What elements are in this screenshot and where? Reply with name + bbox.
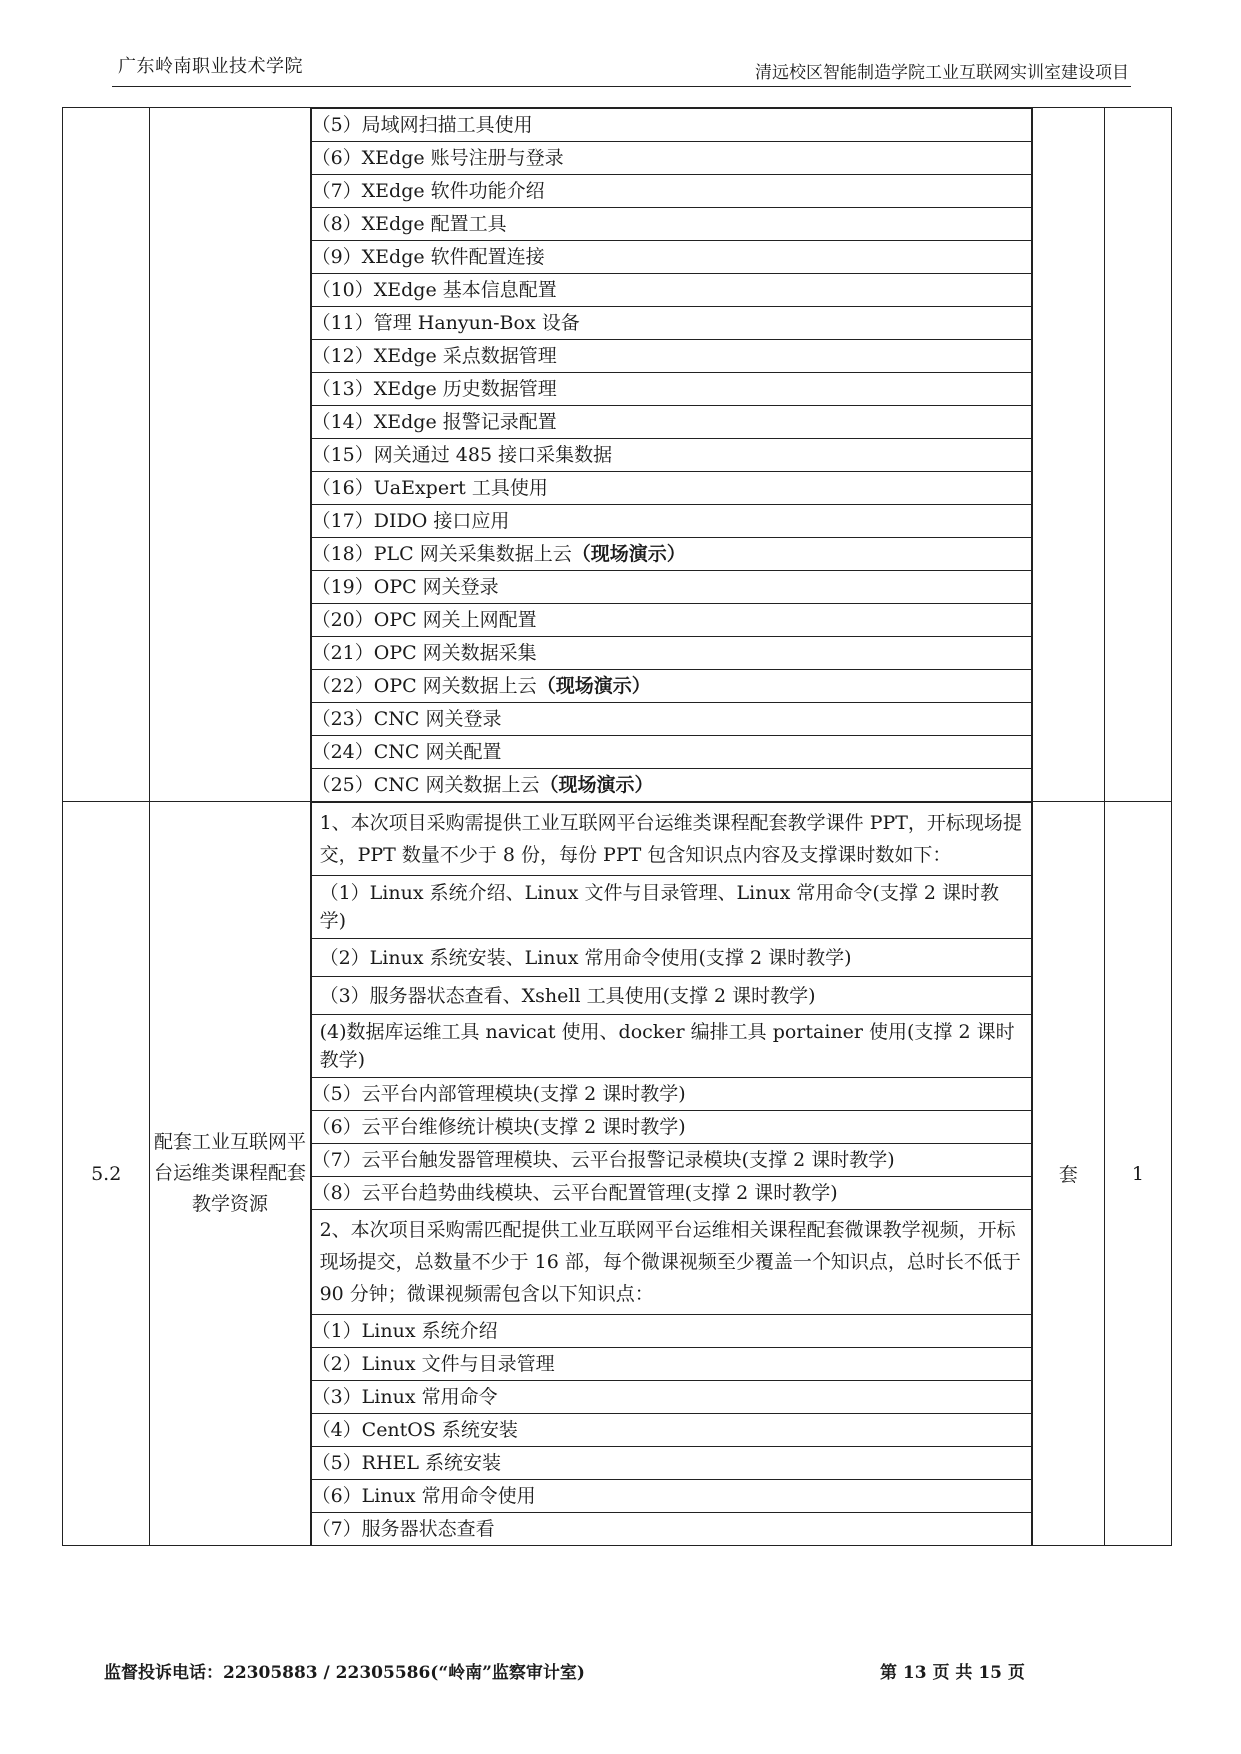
list-item: （19）OPC 网关登录	[311, 571, 1032, 604]
list-item: （11）管理 Hanyun-Box 设备	[311, 307, 1032, 340]
list-item: （6）云平台维修统计模块(支撑 2 课时教学)	[311, 1111, 1032, 1144]
item-content-cell	[310, 802, 1033, 1546]
list-item: （24）CNC 网关配置	[311, 736, 1032, 769]
list-item-text: （25）CNC 网关数据上云	[311, 774, 540, 796]
quantity-cell	[1104, 108, 1171, 802]
demo-highlight: （现场演示）	[539, 774, 654, 796]
list-item: （14）XEdge 报警记录配置	[311, 406, 1032, 439]
list-item: （16）UaExpert 工具使用	[311, 472, 1032, 505]
list-item	[311, 769, 1032, 802]
item-number-cell	[63, 108, 150, 802]
table-row-continued	[63, 108, 1172, 802]
item-name-cell	[150, 108, 310, 802]
list-item: （8）XEdge 配置工具	[311, 208, 1032, 241]
list-item-text: （18）PLC 网关采集数据上云	[311, 543, 572, 565]
table-row-5-2	[63, 802, 1172, 1546]
list-item: （12）XEdge 采点数据管理	[311, 340, 1032, 373]
list-item: （1）Linux 系统介绍	[311, 1315, 1032, 1348]
list-item: （7）XEdge 软件功能介绍	[311, 175, 1032, 208]
list-item: （7）服务器状态查看	[311, 1513, 1032, 1546]
demo-highlight: （现场演示）	[571, 543, 686, 565]
course-list	[311, 108, 1033, 801]
list-item: （6）Linux 常用命令使用	[311, 1480, 1032, 1513]
list-item: （20）OPC 网关上网配置	[311, 604, 1032, 637]
list-item	[311, 538, 1032, 571]
demo-highlight: （现场演示）	[536, 675, 651, 697]
list-item: （4）CentOS 系统安装	[311, 1414, 1032, 1447]
list-item: （15）网关通过 485 接口采集数据	[311, 439, 1032, 472]
requirement-list	[311, 802, 1033, 1545]
list-item: （3）Linux 常用命令	[311, 1381, 1032, 1414]
list-item: （7）云平台触发器管理模块、云平台报警记录模块(支撑 2 课时教学)	[311, 1144, 1032, 1177]
list-item: （2）Linux 文件与目录管理	[311, 1348, 1032, 1381]
item-content-cell	[310, 108, 1033, 802]
list-item: （6）XEdge 账号注册与登录	[311, 142, 1032, 175]
item-unit: 套	[1033, 802, 1105, 1546]
item-name: 配套工业互联网平台运维类课程配套教学资源	[150, 802, 310, 1546]
procurement-table	[62, 107, 1172, 1546]
list-item: （3）服务器状态查看、Xshell 工具使用(支撑 2 课时教学)	[311, 977, 1032, 1015]
list-item: （8）云平台趋势曲线模块、云平台配置管理(支撑 2 课时教学)	[311, 1177, 1032, 1210]
header-divider	[112, 86, 1131, 87]
item-quantity: 1	[1104, 802, 1171, 1546]
item-number: 5.2	[63, 802, 150, 1546]
list-item: （17）DIDO 接口应用	[311, 505, 1032, 538]
list-item: （2）Linux 系统安装、Linux 常用命令使用(支撑 2 课时教学)	[311, 939, 1032, 977]
header-institution: 广东岭南职业技术学院	[118, 56, 303, 77]
list-item: (4)数据库运维工具 navicat 使用、docker 编排工具 portainer 使用(支撑 2 课时教学)	[311, 1015, 1032, 1078]
footer-complaint-phone: 监督投诉电话：22305883 / 22305586(“岭南”监察审计室)	[104, 1663, 585, 1683]
list-item: （21）OPC 网关数据采集	[311, 637, 1032, 670]
unit-cell	[1033, 108, 1105, 802]
list-item: （13）XEdge 历史数据管理	[311, 373, 1032, 406]
list-item: （9）XEdge 软件配置连接	[311, 241, 1032, 274]
list-item: （23）CNC 网关登录	[311, 703, 1032, 736]
list-item	[311, 670, 1032, 703]
requirement-ppt-intro: 1、本次项目采购需提供工业互联网平台运维类课程配套教学课件 PPT，开标现场提交，PPT 数量不少于 8 份，每份 PPT 包含知识点内容及支撑课时数如下：	[311, 803, 1032, 876]
list-item: （1）Linux 系统介绍、Linux 文件与目录管理、Linux 常用命令(支撑 2 课时教学)	[311, 876, 1032, 939]
list-item: （5）局域网扫描工具使用	[311, 109, 1032, 142]
requirement-video-intro: 2、本次项目采购需匹配提供工业互联网平台运维相关课程配套微课教学视频，开标现场提交，总数量不少于 16 部，每个微课视频至少覆盖一个知识点，总时长不低于 90 分钟；微课视频需包含以下知识点：	[311, 1210, 1032, 1315]
list-item: （5）云平台内部管理模块(支撑 2 课时教学)	[311, 1078, 1032, 1111]
header-project-title: 清远校区智能制造学院工业互联网实训室建设项目	[755, 63, 1129, 83]
list-item: （5）RHEL 系统安装	[311, 1447, 1032, 1480]
footer-page-number: 第 13 页 共 15 页	[880, 1663, 1025, 1683]
list-item-text: （22）OPC 网关数据上云	[311, 675, 537, 697]
list-item: （10）XEdge 基本信息配置	[311, 274, 1032, 307]
